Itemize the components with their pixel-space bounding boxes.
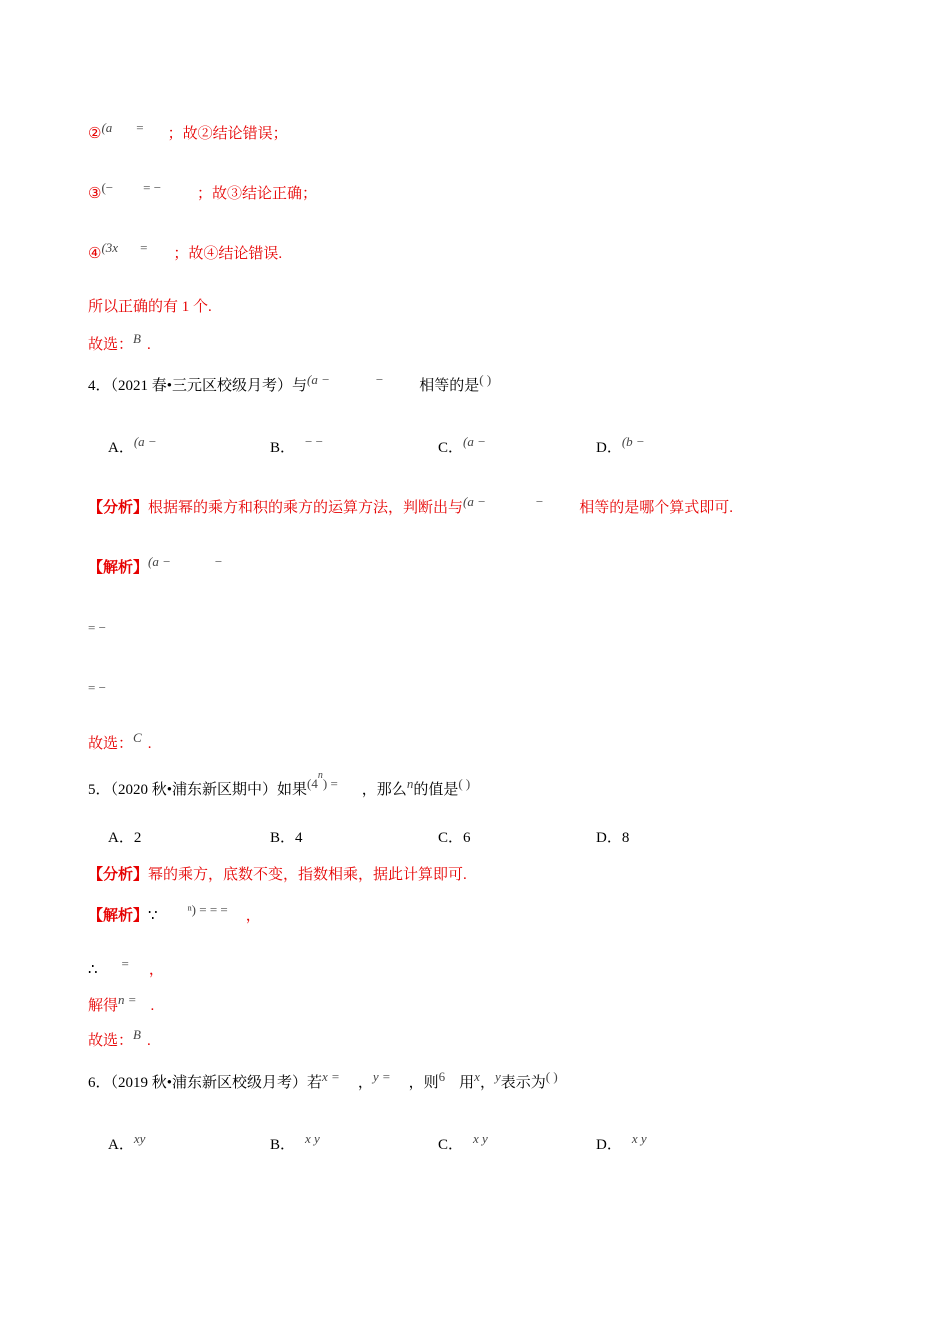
question-text: 用	[459, 1075, 475, 1091]
analysis-text: 根据幂的乘方和积的乘方的运算方法，判断出与	[148, 500, 464, 516]
option-value: 4	[295, 830, 303, 846]
analysis-tag: 【分析】	[88, 500, 149, 516]
question-text: 相等的是	[419, 378, 480, 394]
choice-end: .	[146, 1033, 151, 1049]
circle-number: ③	[88, 186, 102, 202]
formula: = −	[88, 680, 106, 695]
question-source: （2020 秋•浦东新区期中）如果	[110, 782, 308, 798]
choice-letter: B	[133, 331, 141, 346]
q3-line-3	[88, 180, 318, 204]
option-formula: (a −	[463, 434, 486, 449]
formula: x =	[322, 1069, 340, 1084]
formula: =	[136, 120, 144, 135]
question-source: （2021 春•三元区校级月考）与	[110, 378, 308, 394]
q6-option-c	[438, 1131, 488, 1155]
q4-step-1	[88, 618, 119, 638]
conclusion-text: ；故③结论正确；	[197, 186, 318, 202]
q4-question	[88, 372, 492, 396]
question-text: ，那么	[361, 782, 407, 798]
q5-option-b	[270, 828, 303, 848]
option-formula: xy	[133, 1131, 146, 1146]
q3-line-4	[88, 240, 283, 264]
formula: (−	[101, 180, 114, 195]
q5-question	[88, 770, 471, 800]
option-label: D．	[596, 1137, 622, 1153]
option-label: B．	[270, 830, 296, 846]
option-value: 8	[621, 830, 630, 846]
question-number: 5．	[88, 782, 111, 798]
q5-option-a	[108, 828, 141, 848]
option-value: 6	[463, 830, 471, 846]
option-label: A．	[108, 1137, 134, 1153]
q4-solution	[88, 554, 223, 578]
punctuation: ，	[245, 908, 261, 924]
formula-exponent: n	[317, 770, 323, 781]
analysis-text: 相等的是哪个算式即可.	[579, 500, 733, 516]
formula: y =	[372, 1069, 391, 1084]
option-label: A．	[108, 440, 134, 456]
option-value: 2	[133, 830, 142, 846]
punctuation: .	[150, 998, 155, 1014]
q5-therefore	[88, 956, 164, 980]
choice-letter: C	[133, 730, 142, 745]
q4-choice	[88, 730, 152, 754]
q4-option-d	[596, 434, 645, 458]
punctuation: ，	[148, 962, 164, 978]
answer-blank: ( )	[479, 372, 492, 387]
choice-label: 故选：	[88, 736, 134, 752]
formula: −	[214, 554, 223, 569]
option-label: C．	[438, 1137, 464, 1153]
q4-step-2	[88, 678, 106, 698]
formula: (a −	[307, 372, 330, 387]
q3-choice	[88, 331, 151, 355]
option-formula: (b −	[621, 434, 645, 449]
answer-blank: ( )	[545, 1069, 558, 1084]
choice-end: .	[146, 337, 151, 353]
question-number: 6．	[88, 1075, 111, 1091]
q4-option-b	[270, 434, 323, 458]
circle-number: ②	[88, 126, 102, 142]
option-formula: x y	[631, 1131, 647, 1146]
question-number: 4．	[88, 378, 111, 394]
q5-solution	[88, 902, 261, 926]
solution-tag: 【解析】	[88, 560, 149, 576]
analysis-tag: 【分析】	[88, 867, 149, 883]
analysis-text: 幂的乘方，底数不变，指数相乘，据此计算即可.	[148, 867, 467, 883]
formula: (a −	[148, 554, 171, 569]
option-label: A．	[108, 830, 134, 846]
formula: ⁿ) = = =	[187, 902, 228, 917]
solution-tag: 【解析】	[88, 908, 149, 924]
choice-label: 故选：	[88, 337, 134, 353]
q5-option-c	[438, 828, 471, 848]
q4-analysis	[88, 494, 733, 518]
because-symbol: ∵	[148, 908, 158, 924]
q3-line-2	[88, 120, 288, 144]
circle-number: ④	[88, 246, 102, 262]
variable: n	[406, 776, 414, 791]
solve-label: 解得	[88, 998, 119, 1014]
formula: = −	[143, 180, 162, 195]
q5-analysis	[88, 865, 467, 885]
option-formula: x y	[473, 1131, 488, 1146]
option-formula: − −	[305, 434, 323, 449]
formula: −	[535, 494, 544, 509]
formula: =	[140, 240, 148, 255]
formula: =	[121, 956, 129, 971]
q3-summary: 所以正确的有 1 个.	[88, 299, 212, 315]
q6-option-b	[270, 1131, 320, 1155]
q6-question	[88, 1069, 558, 1093]
q6-option-a	[108, 1131, 146, 1155]
conclusion-text: ；故④结论错误.	[173, 246, 283, 262]
formula: (4	[307, 776, 318, 791]
q4-option-c	[438, 434, 486, 458]
variable: y	[494, 1069, 501, 1084]
formula: (3x	[101, 240, 119, 255]
formula: (a	[101, 120, 113, 135]
formula: −	[375, 372, 384, 387]
option-formula: (a −	[133, 434, 157, 449]
formula: (a −	[463, 494, 486, 509]
option-label: B．	[270, 440, 296, 456]
choice-label: 故选：	[88, 1033, 134, 1049]
q5-option-d	[596, 828, 629, 848]
punctuation: ，	[479, 1075, 495, 1091]
punctuation: ，	[357, 1075, 373, 1091]
option-formula: x y	[305, 1131, 320, 1146]
formula: = − ⃞	[88, 620, 120, 635]
question-source: （2019 秋•浦东新区校级月考）若	[110, 1075, 323, 1091]
q4-option-a	[108, 434, 157, 458]
q6-option-d	[596, 1131, 647, 1155]
therefore-symbol: ∴	[88, 962, 98, 978]
option-label: D．	[596, 830, 622, 846]
formula: ) =	[322, 776, 338, 791]
answer-blank: ( )	[458, 776, 471, 791]
choice-letter: B	[133, 1027, 141, 1042]
option-label: D．	[596, 440, 622, 456]
formula: n =	[118, 992, 137, 1007]
question-text: 表示为	[500, 1075, 546, 1091]
conclusion-text: ；故②结论错误；	[167, 126, 288, 142]
question-text: 的值是	[413, 782, 459, 798]
question-text: ，则	[408, 1075, 439, 1091]
q5-solve	[88, 992, 155, 1016]
option-label: C．	[438, 440, 464, 456]
option-label: C．	[438, 830, 464, 846]
option-label: B．	[270, 1137, 296, 1153]
q5-choice	[88, 1027, 151, 1051]
formula: 6	[438, 1069, 446, 1084]
variable: x	[474, 1069, 480, 1084]
choice-end: .	[147, 736, 152, 752]
